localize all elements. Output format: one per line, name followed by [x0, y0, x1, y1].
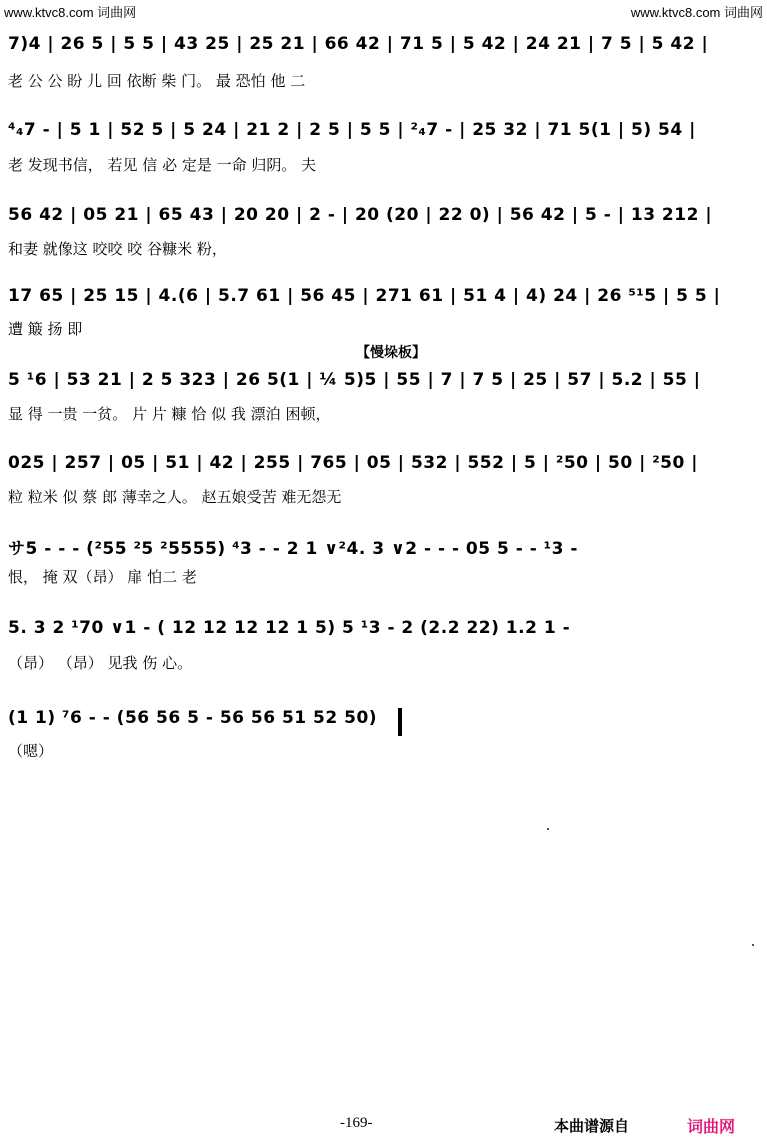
scan-speck [752, 944, 754, 946]
notation-line-9: (1 1) ⁷6 - - (56 56 5 - 56 56 51 52 50) [8, 708, 378, 728]
lyric-line-3: 和妻 就像这 咬咬 咬 谷糠米 粉， [8, 240, 227, 258]
lyric-line-8: （昂） （昂） 见我 伤 心。 [8, 654, 193, 672]
page-number: -169- [340, 1115, 373, 1131]
brand-logo-text[interactable]: 词曲网 [687, 1117, 736, 1136]
lyric-line-1: 老 公 公 盼 儿 回 依断 柴 门。 最 恐怕 他 二 [8, 72, 306, 90]
notation-line-6: 025 | 257 | 05 | 51 | 42 | 255 | 765 | 05 | 532 | 552 | 5 | ²50 | 50 | ²50 | [8, 453, 698, 473]
notation-line-3: 56 42 | 05 21 | 65 43 | 20 20 | 2 - | 20 (20 | 22 0) | 56 42 | 5 - | 13 212 | [8, 205, 713, 225]
lyric-line-4: 遭 簸 扬 即 [8, 320, 83, 338]
lyric-line-2: 老 发现书信， 若见 信 必 定是 一命 归阴。 夫 [8, 156, 317, 174]
site-header-left: www.ktvc8.com 词曲网 [4, 5, 137, 20]
mode-label: 【慢垛板】 [356, 345, 426, 361]
notation-line-1: 7)4 | 26 5 | 5 5 | 43 25 | 25 21 | 66 42 | 71 5 | 5 42 | 24 21 | 7 5 | 5 42 | [8, 34, 709, 54]
site-header-right: www.ktvc8.com 词曲网 [630, 5, 763, 20]
scan-speck [547, 828, 549, 830]
notation-line-7: サ5 - - - (²55 ²5 ²5555) ⁴3 - - 2 1 ∨²4. 3 ∨2 - - - 05 5 - - ¹3 - [8, 539, 578, 559]
notation-line-2: ⁴₄7 - | 5 1 | 52 5 | 5 24 | 21 2 | 2 5 | 5 5 | ²₄7 - | 25 32 | 71 5(1 | 5) 54 | [8, 120, 696, 140]
source-note: 本曲谱源自 [554, 1117, 630, 1135]
notation-line-4: 17 65 | 25 15 | 4.(6 | 5.7 61 | 56 45 | 271 61 | 51 4 | 4) 24 | 26 ⁵¹5 | 5 5 | [8, 286, 721, 306]
notation-line-5: 5 ¹6 | 53 21 | 2 5 323 | 26 5(1 | ¼ 5)5 | 55 | 7 | 7 5 | 25 | 57 | 5.2 | 55 | [8, 370, 701, 390]
lyric-line-9: （嗯） [8, 742, 54, 760]
lyric-line-5: 显 得 一贵 一贫。 片 片 糠 恰 似 我 漂泊 困顿， [8, 405, 331, 423]
notation-line-8: 5. 3 2 ¹70 ∨1 - ( 12 12 12 12 1 5) 5 ¹3 - 2 (2.2 22) 1.2 1 - [8, 618, 571, 638]
lyric-line-6: 粒 粒米 似 蔡 郎 薄幸之人。 赵五娘受苦 难无怨无 [8, 488, 342, 506]
lyric-line-7: 恨， 掩 双（昂） 扉 怕二 老 [8, 568, 197, 586]
final-barline [398, 708, 402, 736]
